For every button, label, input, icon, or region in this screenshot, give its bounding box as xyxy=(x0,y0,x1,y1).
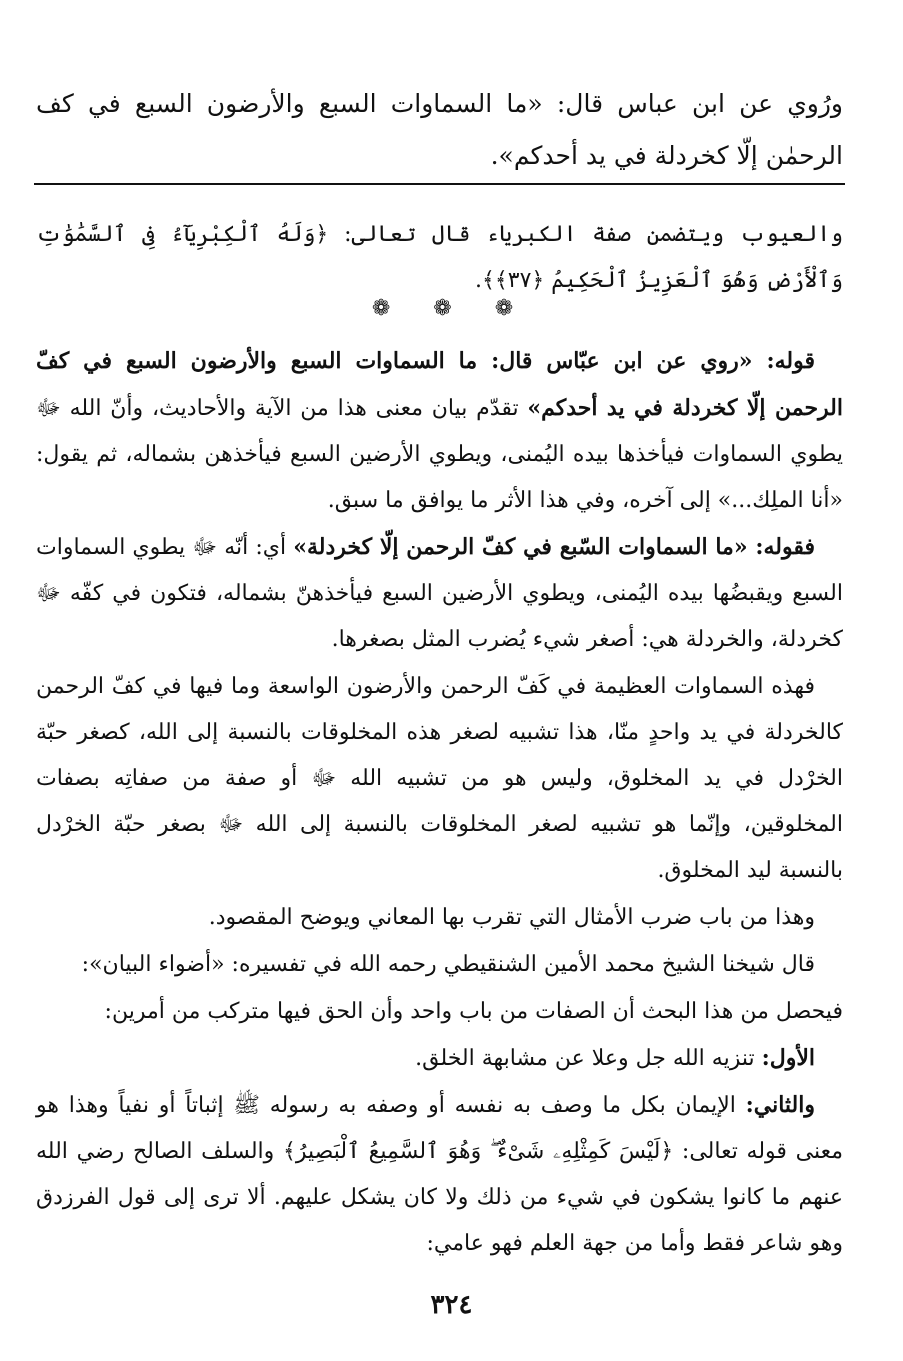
paragraph-lead: فقوله: «ما السماوات السّبع في كفّ الرحمن إلّا كخردلة» xyxy=(293,534,815,560)
paragraph xyxy=(36,338,843,524)
paragraph xyxy=(36,894,843,941)
continued-note: والعيوب ويتضمن صفة الكبرياء قال تعالى: ﴿وَلَهُ ٱلْكِبْرِيَآءُ فِى ٱلسَّمَٰوَٰتِ وَٱلْأَرْضِ وَهُوَ ٱلْعَزِيزُ ٱلْحَكِيمُ ﴿٣٧﴾﴾. xyxy=(36,222,843,293)
paragraph xyxy=(36,1082,843,1267)
page-number: ٣٢٤ xyxy=(430,1290,473,1320)
paragraph xyxy=(36,1035,843,1082)
paragraph-text: فيحصل من هذا البحث أن الصفات من باب واحد وأن الحق فيها متركب من أمرين: xyxy=(104,999,843,1024)
paragraph xyxy=(36,988,843,1035)
paragraph-text: فهذه السماوات العظيمة في كَفّ الرحمن والأرضون الواسعة وما فيها في كفّ الرحمن كالخردلة في يد واحدٍ منّا، هذا تشبيه لصغر هذه المخلوقات بالنسبة إلى الله، كصغر حبّة الخرْدل في يد المخلوق، وليس هو من تشبيه الله ﷻ أو صفة من صفاتِه بصفات المخلوقين، وإنّما هو تشبيه لصغر المخلوقات بالنسبة إلى الله ﷻ بصغر حبّة الخرْدل بالنسبة ليد المخلوق. xyxy=(36,674,843,883)
header-quote: ورُوي عن ابن عباس قال: «ما السماوات السبع والأرضون السبع في كف الرحمٰن إلّا كخردلة في يد أحدكم». xyxy=(36,89,843,170)
paragraph-text: أي: أنّه ﷻ يطوي السماوات السبع ويقبضُها بيده اليُمنى، ويطوي الأرضين السبع فيأخذهنّ بشماله، فتكون في كفّه ﷻ كخردلة، والخردلة هي: أصغر شيء يُضرب المثل بصغرها. xyxy=(36,535,843,652)
footnote-divider xyxy=(34,183,845,185)
paragraph xyxy=(36,524,843,663)
body-text xyxy=(36,338,843,1267)
section-separator: ❁ ❁ ❁ xyxy=(371,296,532,321)
paragraph-text: تقدّم بيان معنى هذا من الآية والأحاديث، وأنّ الله ﷻ يطوي السماوات فيأخذها بيده اليُمنى، ويطوي الأرضين السبع فيأخذهن بشماله، ثم يقول: «أنا الملِك...» إلى آخره، وفي هذا الأثر ما يوافق ما سبق. xyxy=(36,396,843,513)
paragraph xyxy=(36,941,843,988)
paragraph-text: وهذا من باب ضرب الأمثال التي تقرب بها المعاني ويوضح المقصود. xyxy=(208,905,815,930)
paragraph-lead: الأول: xyxy=(761,1045,815,1071)
paragraph xyxy=(36,663,843,894)
paragraph-text: قال شيخنا الشيخ محمد الأمين الشنقيطي رحمه الله في تفسيره: «أضواء البيان»: xyxy=(81,952,815,977)
paragraph-text: الإيمان بكل ما وصف به نفسه أو وصفه به رسوله ﷺ إثباتاً أو نفياً وهذا هو معنى قوله تعالى: ﴿لَيْسَ كَمِثْلِهِۦ شَىْءٌ ۖ وَهُوَ ٱلسَّمِيعُ ٱلْبَصِيرُ﴾ والسلف الصالح رضي الله عنهم ما كانوا يشكون في شيء من ذلك ولا كان يشكل عليهم. ألا ترى إلى قول الفرزدق وهو شاعر فقط وأما من جهة العلم فهو عامي: xyxy=(36,1093,843,1256)
paragraph-text: تنزيه الله جل وعلا عن مشابهة الخلق. xyxy=(415,1046,762,1071)
paragraph-lead: قوله: «روي عن ابن عبّاس قال: ما السماوات السبع والأرضون السبع في كفّ الرحمن إلّا كخردلة في يد أحدكم» xyxy=(36,348,843,421)
paragraph-lead: والثاني: xyxy=(745,1092,815,1118)
